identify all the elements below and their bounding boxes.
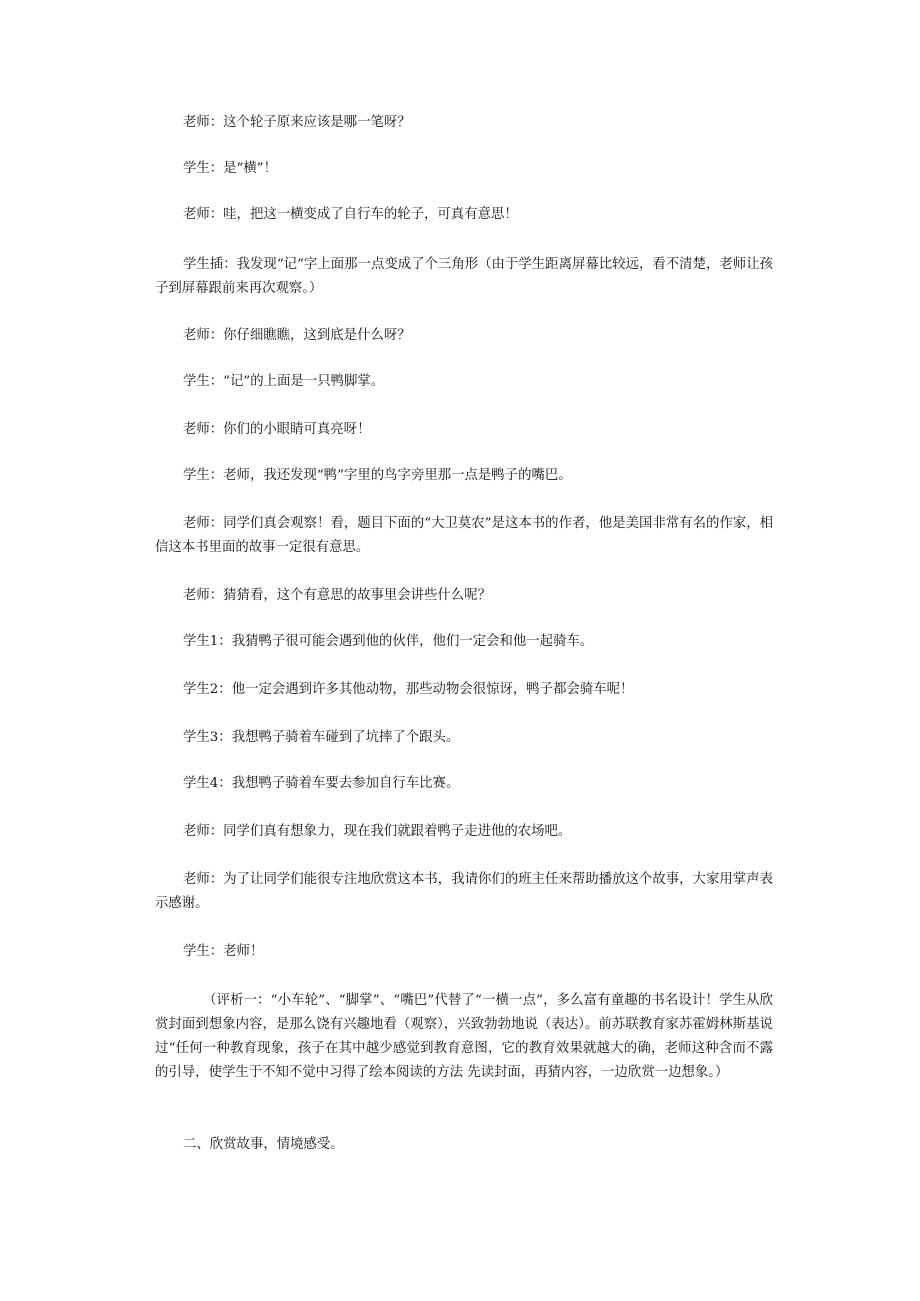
section-heading: 二、欣赏故事，情境感受。 [183, 1137, 344, 1152]
dialogue-line: 学生插：我发现“记”字上面那一点变成了个三角形（由于学生距离屏幕比较远，看不清楚，老师让孩子到屏幕跟前来再次观察。） [155, 257, 773, 296]
dialogue-line: 学生2：他一定会遇到许多其他动物，那些动物会很惊讶，鸭子都会骑车呢！ [183, 682, 634, 697]
dialogue-line: 老师：你们的小眼睛可真亮呀！ [183, 422, 371, 437]
dialogue-line: 老师：同学们真会观察！看，题目下面的“大卫莫农”是这本书的作者，他是美国非常有名的作家，相信这本书里面的故事一定很有意思。 [155, 516, 773, 555]
dialogue-line: 老师：同学们真有想象力，现在我们就跟着鸭子走进他的农场吧。 [183, 824, 572, 839]
dialogue-line: 老师：猜猜看，这个有意思的故事里会讲些什么呢？ [183, 588, 491, 603]
dialogue-line: 学生3：我想鸭子骑着车碰到了坑摔了个跟头。 [183, 730, 460, 745]
dialogue-line: 老师：为了让同学们能很专注地欣赏这本书，我请你们的班主任来帮助播放这个故事，大家用掌声表示感谢。 [155, 872, 773, 911]
dialogue-line: 学生1：我猜鸭子很可能会遇到他的伙伴，他们一定会和他一起骑车。 [183, 634, 594, 649]
commentary-paragraph: （评析一：“小车轮”、“脚掌”、“嘴巴”代替了“一横一点”，多么富有童趣的书名设计！学生从欣赏封面到想象内容，是那么饶有兴趣地看（观察），兴致勃勃地说（表达）。前苏联教育家苏霍姆林斯基说过“任何一种教育现象，孩子在其中越少感觉到教育意图，它的教育效果就越大的确，老师这种含而不露的引导，使学生于不知不觉中习得了绘本阅读的方法 先读封面，再猜内容，一边欣赏一边想象。） [155, 993, 773, 1080]
dialogue-line: 老师：这个轮子原来应该是哪一笔呀？ [183, 115, 411, 130]
dialogue-line: 学生：是“横”！ [183, 161, 278, 176]
dialogue-line: 老师：哇，把这一横变成了自行车的轮子，可真有意思！ [183, 207, 518, 222]
dialogue-line: 学生：“记”的上面是一只鸭脚掌。 [183, 374, 385, 389]
dialogue-line: 学生：老师，我还发现“鸭”字里的鸟字旁里那一点是鸭子的嘴巴。 [183, 468, 572, 483]
dialogue-line: 学生：老师！ [183, 944, 264, 959]
dialogue-line: 学生4：我想鸭子骑着车要去参加自行车比赛。 [183, 776, 460, 791]
dialogue-line: 老师：你仔细瞧瞧，这到底是什么呀？ [183, 328, 411, 343]
